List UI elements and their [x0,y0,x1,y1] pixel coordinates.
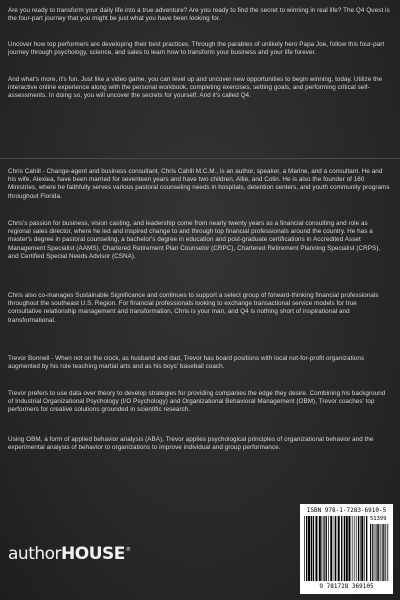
barcode-bar [346,516,348,581]
blurb-paragraph-1: Are you ready to transform your daily life into a true adventure? Are you ready to find the secret to winning in real life? The Q4 Quest is the four-part journey that you might be just what you have been looking for. [8,7,390,23]
barcode-bar [352,516,353,581]
blurb-paragraph-3: And what's more, it's fun. Just like a video game, you can level up and uncover new opportunities to begin winning, today. Utilize the interactive online experience along with the personal workbook, completing exercises, setting goals, and performing critical self-assessments. In doing so, you will uncover the secrets for yourself. And it's called Q4. [8,76,383,100]
barcode-bar [348,516,350,581]
bio-trevor-paragraph-3: Using OBM, a form of applied behavior analysis (ABA), Trevor applies psychological principles of organizational behavior and the experimental analysis of behavior to organizations to improve individual and group performance. [8,436,374,452]
barcode-bar [323,516,324,581]
barcode-bar [370,524,371,581]
publisher-logo-part1: author [8,544,62,564]
barcode-bars-main [304,516,368,581]
barcode-bar [304,516,305,581]
bio-trevor-paragraph-2: Trevor prefers to use data over theory to develop strategies for providing companies the edge they desire. Combining his background of Industrial Organizational Psychology (I/O Psychology) and Organizational Behavioral Management (OBM), Trevor coaches' top performers for creative solutions grounded in scientific research. [8,390,386,414]
barcode-bar [335,516,336,581]
barcode-bar [341,516,342,581]
barcode-bar [354,516,355,581]
price-code: 51399 [370,516,387,522]
barcode-bar [378,524,379,581]
barcode-bar [358,516,359,581]
ean-digits: 9 781728 369105 [319,583,374,590]
publisher-logo [8,544,131,568]
bio-chris-paragraph-1: Chris Cahill - Change-agent and business consultant, Chris Cahill M.C.M., is an author, speaker, a Marine, and a consultant. He and his wife, Alexiea, have been married for seventeen years and have two children, Allie, and Colin. He is also the founder of 160 Ministries, where he faithfully serves various pastoral counseling needs in hospitals, detention centers, and youth community programs throughout Florida. [8,168,390,200]
barcode-bar [360,516,361,581]
barcode-bar [315,516,317,581]
barcode-bar [364,516,365,581]
barcode-bar [311,516,312,581]
trademark-symbol: ® [125,547,131,553]
barcode-bar [385,524,386,581]
blurb-paragraph-2: Uncover how top performers are developing their best practices. Through the parables of unlikely hero Papa Joe, follow this four-part journey through psychology, science, and sales to learn how to transform your business and your life forever. [8,41,385,57]
bio-chris-paragraph-2: Chris's passion for business, vision casting, and leadership come from nearly twenty years as a financial consulting and role as regional sales director, where he led and inspired change to and through top financial professionals around the country. He has a master's degree in pastoral counseling, a bachelor's degree in education and post-graduate certifications in Accredited Asset Management Specialist (AAMS), Chartered Retirement Plan Counselor (CRPC), Chartered Retirement Planning Specialist (CRPS), and Certified Special Needs Advisor (CSNA). [8,220,381,260]
bio-trevor-paragraph-1: Trevor Bonnell - When not on the clock, as husband and dad, Trevor has board positions with local not-for-profit organizations augmented by his role teaching martial arts and as his boys' baseball coach. [8,355,365,371]
barcode-bar [361,516,363,581]
barcode-bar [326,516,327,581]
isbn-label: ISBN 978-1-7283-6910-5 [306,507,387,514]
barcode-bar [308,516,310,581]
barcode-bar [319,516,321,581]
barcode-bar [356,516,357,581]
bio-chris-paragraph-3: Chris also co-manages Sustainable Significance and continues to support a select group of forward-thinking financial professionals throughout the southeast U.S. Region. For financial professionals looking to exchange transactional service models for true consultative relationship management and transformation, Chris is your man, and Q4 is nothing short of inspirational and transformational. [8,292,379,324]
barcode-bar [372,524,373,581]
barcode-bar [366,516,367,581]
barcode-bar [313,516,314,581]
barcode-bar [306,516,307,581]
publisher-logo-part2: HOUSE [61,544,125,564]
isbn-barcode [300,504,393,594]
barcode-bar [330,516,332,581]
barcode-bar [344,516,345,581]
barcode-bars-addon [370,524,389,581]
barcode-bar [383,524,384,581]
barcode-bar [324,516,325,581]
barcode-bar [328,516,329,581]
barcode-bar [338,516,340,581]
barcode-bar [322,516,323,581]
barcode-bar [376,524,377,581]
barcode-bar [334,516,335,581]
section-divider [0,158,400,159]
